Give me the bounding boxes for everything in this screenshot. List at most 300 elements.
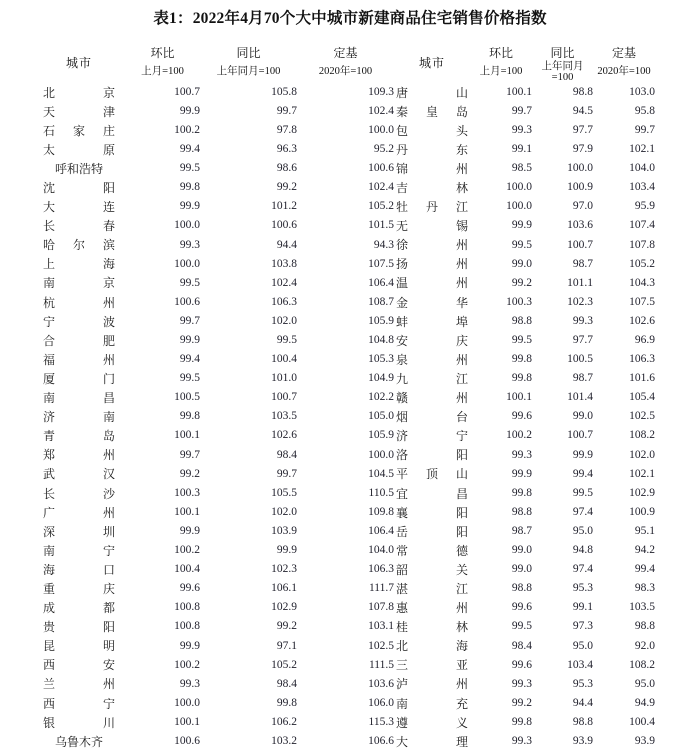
city-name-left: 乌鲁木齐 [54,734,103,749]
mom-value-left: 100.6 [174,734,200,747]
mom-value-right: 100.1 [506,85,532,98]
yoy-value-right: 99.0 [572,410,593,423]
yoy-value-left: 99.7 [276,104,297,117]
base-value-right: 95.1 [634,524,655,537]
table-row [33,713,655,732]
yoy-value-left: 99.9 [276,544,297,557]
table-row [33,369,655,388]
table-row [33,255,655,274]
yoy-value-left: 105.8 [271,85,297,98]
base-value-right: 102.1 [629,143,655,156]
yoy-value-right: 98.8 [572,715,593,728]
mom-value-left: 99.2 [179,467,200,480]
yoy-value-right: 103.6 [567,219,593,232]
base-value-right: 96.9 [634,334,655,347]
mom-value-right: 98.8 [511,314,532,327]
mom-value-right: 99.0 [511,563,532,576]
city-name-right: 锦州 [396,161,468,176]
header-yoy-right: 同比 [550,45,575,60]
mom-value-left: 99.5 [179,162,200,175]
table-row [33,579,655,598]
base-value-right: 107.4 [629,219,655,232]
base-value-right: 100.9 [629,505,655,518]
table-row [33,159,655,178]
mom-value-right: 98.5 [511,162,532,175]
mom-value-left: 99.9 [179,334,200,347]
city-name-right: 韶关 [396,562,468,577]
table-row [33,178,655,197]
city-name-left: 南宁 [43,543,115,558]
city-name-left: 长春 [43,219,115,234]
base-value-left: 107.5 [368,257,394,270]
table-row [33,503,655,522]
mom-value-left: 99.3 [179,677,200,690]
city-name-right: 牡丹江 [396,200,468,215]
mom-value-right: 99.3 [511,448,532,461]
table-row [33,465,655,484]
mom-value-right: 99.8 [511,715,532,728]
yoy-value-left: 102.9 [271,601,297,614]
base-value-right: 103.5 [629,601,655,614]
yoy-value-left: 98.4 [276,448,297,461]
header-mom-left: 环比 [150,45,175,60]
city-name-left: 上海 [43,257,115,272]
mom-value-left: 100.3 [174,486,200,499]
city-name-right: 温州 [396,276,468,291]
base-value-left: 104.8 [368,334,394,347]
mom-value-right: 99.3 [511,734,532,747]
table-row [33,83,655,102]
base-value-right: 103.0 [629,85,655,98]
yoy-value-left: 106.1 [271,582,297,595]
base-value-right: 102.1 [629,467,655,480]
mom-value-right: 99.2 [511,276,532,289]
yoy-value-right: 97.4 [572,563,593,576]
city-name-left: 石家庄 [43,123,115,138]
base-value-left: 101.5 [368,219,394,232]
city-name-right: 安庆 [396,333,468,348]
base-value-right: 100.4 [629,715,655,728]
yoy-value-right: 100.0 [567,162,593,175]
base-value-left: 106.3 [368,563,394,576]
city-name-right: 襄阳 [396,505,468,520]
base-value-left: 105.3 [368,353,394,366]
table-row [33,522,655,541]
city-name-left: 青岛 [43,429,115,444]
header-yoy-left: 同比 [236,45,261,60]
city-name-right: 烟台 [396,410,468,425]
yoy-value-right: 95.0 [572,639,593,652]
base-value-right: 106.3 [629,353,655,366]
table-row [33,121,655,140]
yoy-value-right: 94.8 [572,544,593,557]
yoy-value-left: 99.8 [276,696,297,709]
city-name-left: 哈尔滨 [43,238,115,253]
price-index-table [33,43,655,751]
mom-value-right: 99.6 [511,410,532,423]
page-title: 表1：2022年4月70个大中城市新建商品住宅销售价格指数 [153,10,547,27]
mom-value-left: 99.4 [179,353,200,366]
city-name-right: 桂林 [396,620,468,635]
mom-value-right: 100.0 [506,181,532,194]
yoy-value-right: 103.4 [567,658,593,671]
city-name-right: 济宁 [396,429,468,444]
city-name-left: 成都 [43,601,115,616]
table-row [33,427,655,446]
city-name-left: 北京 [43,85,115,100]
yoy-value-right: 95.3 [572,582,593,595]
mom-value-right: 98.8 [511,505,532,518]
base-value-left: 109.3 [368,85,394,98]
city-name-right: 赣州 [396,391,468,406]
base-value-left: 109.8 [368,505,394,518]
table-row [33,198,655,217]
mom-value-left: 100.0 [174,257,200,270]
base-value-right: 108.2 [629,429,655,442]
base-value-right: 99.4 [634,563,655,576]
city-name-left: 银川 [43,715,115,730]
yoy-value-left: 94.4 [276,238,297,251]
mom-value-right: 99.3 [511,677,532,690]
table-row [33,637,655,656]
yoy-value-left: 98.6 [276,162,297,175]
header-base-left: 定基 [333,45,358,60]
yoy-value-left: 101.0 [271,372,297,385]
table-row [33,599,655,618]
table-row [33,408,655,427]
table-row [33,236,655,255]
header-city-left: 城市 [65,56,92,70]
yoy-value-left: 99.2 [276,181,297,194]
mom-value-left: 99.8 [179,410,200,423]
city-name-right: 洛阳 [396,448,468,463]
city-name-left: 呼和浩特 [54,161,103,176]
table-row [33,389,655,408]
base-value-left: 105.9 [368,429,394,442]
city-name-right: 惠州 [396,601,468,616]
yoy-value-right: 94.4 [572,696,593,709]
base-value-left: 102.2 [368,391,394,404]
table-row [33,217,655,236]
yoy-value-right: 100.9 [567,181,593,194]
yoy-value-right: 95.0 [572,524,593,537]
base-value-left: 105.2 [368,200,394,213]
base-value-right: 102.5 [629,410,655,423]
yoy-value-left: 101.2 [271,200,297,213]
header-yoy-base-left: 上年同月=100 [216,66,281,78]
table-row [33,312,655,331]
city-name-right: 扬州 [396,257,468,272]
base-value-right: 102.0 [629,448,655,461]
base-value-left: 94.3 [373,238,394,251]
yoy-value-left: 102.4 [271,276,297,289]
yoy-value-left: 103.9 [271,524,297,537]
city-name-right: 南充 [396,696,468,711]
yoy-value-right: 100.7 [567,429,593,442]
yoy-value-right: 101.1 [567,276,593,289]
city-name-right: 湛江 [396,581,468,596]
mom-value-left: 100.7 [174,85,200,98]
city-name-right: 蚌埠 [396,314,468,329]
base-value-right: 98.3 [634,582,655,595]
city-name-left: 深圳 [43,524,115,539]
yoy-value-right: 100.7 [567,238,593,251]
city-name-left: 济南 [43,410,115,425]
yoy-value-left: 102.0 [271,505,297,518]
base-value-left: 115.3 [368,715,394,728]
table-row [33,293,655,312]
mom-value-right: 99.8 [511,353,532,366]
yoy-value-left: 103.8 [271,257,297,270]
header-mom-right: 环比 [488,45,513,60]
yoy-value-left: 102.3 [271,563,297,576]
yoy-value-right: 97.0 [572,200,593,213]
header-base-base-right: 2020年=100 [597,66,651,78]
city-name-left: 郑州 [43,448,115,463]
table-row [33,541,655,560]
city-name-right: 无锡 [396,219,468,234]
mom-value-left: 100.4 [174,563,200,576]
table-row [33,656,655,675]
mom-value-left: 99.8 [179,181,200,194]
base-value-right: 94.9 [634,696,655,709]
mom-value-left: 100.5 [174,391,200,404]
yoy-value-right: 101.4 [567,391,593,404]
mom-value-left: 100.8 [174,620,200,633]
yoy-value-right: 99.5 [572,486,593,499]
base-value-left: 106.6 [368,734,394,747]
city-name-right: 三亚 [396,658,468,673]
base-value-left: 110.5 [368,486,394,499]
yoy-value-right: 97.7 [572,123,593,136]
yoy-value-left: 98.4 [276,677,297,690]
header-mom-base-right: 上月=100 [479,66,523,78]
mom-value-left: 100.1 [174,505,200,518]
city-name-right: 宜昌 [396,486,468,501]
mom-value-right: 99.5 [511,620,532,633]
table-row [33,446,655,465]
table-body [33,83,655,751]
table-row [33,732,655,751]
mom-value-left: 99.6 [179,582,200,595]
base-value-right: 92.0 [634,639,655,652]
table-row [33,560,655,579]
city-name-left: 昆明 [43,639,115,654]
yoy-value-right: 99.3 [572,314,593,327]
city-name-left: 天津 [43,104,115,119]
mom-value-right: 99.8 [511,372,532,385]
mom-value-right: 99.0 [511,544,532,557]
yoy-value-right: 99.1 [572,601,593,614]
mom-value-right: 100.3 [506,295,532,308]
mom-value-right: 99.2 [511,696,532,709]
yoy-value-left: 100.7 [271,391,297,404]
yoy-value-left: 96.3 [276,143,297,156]
city-name-right: 秦皇岛 [396,104,468,119]
yoy-value-left: 99.2 [276,620,297,633]
mom-value-left: 99.5 [179,372,200,385]
base-value-left: 104.0 [368,544,394,557]
city-name-left: 宁波 [43,314,115,329]
city-name-left: 南京 [43,276,115,291]
city-name-right: 大理 [396,734,468,749]
city-name-right: 泉州 [396,352,468,367]
header-mom-base-left: 上月=100 [141,66,184,78]
base-value-right: 104.0 [629,162,655,175]
city-name-left: 福州 [43,352,115,367]
base-value-left: 102.5 [368,639,394,652]
city-name-left: 大连 [43,200,115,215]
mom-value-right: 99.8 [511,486,532,499]
base-value-right: 102.9 [629,486,655,499]
yoy-value-right: 97.4 [572,505,593,518]
base-value-right: 107.8 [629,238,655,251]
base-value-left: 105.0 [368,410,394,423]
mom-value-right: 99.5 [511,334,532,347]
base-value-left: 103.1 [368,620,394,633]
city-name-left: 南昌 [43,391,115,406]
mom-value-right: 99.7 [511,104,532,117]
yoy-value-left: 106.2 [271,715,297,728]
mom-value-left: 100.6 [174,295,200,308]
base-value-left: 108.7 [368,295,394,308]
yoy-value-right: 95.3 [572,677,593,690]
mom-value-left: 100.0 [174,696,200,709]
base-value-left: 102.4 [368,104,394,117]
base-value-left: 100.6 [368,162,394,175]
base-value-left: 102.4 [368,181,394,194]
mom-value-right: 99.0 [511,257,532,270]
mom-value-right: 100.1 [506,391,532,404]
base-value-right: 105.2 [629,257,655,270]
mom-value-left: 100.1 [174,715,200,728]
base-value-right: 108.2 [629,658,655,671]
table-row [33,618,655,637]
city-name-left: 贵阳 [43,620,115,635]
mom-value-right: 99.9 [511,467,532,480]
mom-value-right: 99.3 [511,123,532,136]
mom-value-right: 99.1 [511,143,532,156]
yoy-value-left: 105.5 [271,486,297,499]
city-name-right: 金华 [396,295,468,310]
base-value-right: 95.8 [634,104,655,117]
city-name-right: 唐山 [396,85,468,100]
city-name-left: 兰州 [43,677,115,692]
mom-value-left: 100.2 [174,123,200,136]
table-row [33,274,655,293]
city-name-right: 吉林 [396,181,468,196]
base-value-right: 94.2 [634,544,655,557]
table-row [33,675,655,694]
yoy-value-left: 106.3 [271,295,297,308]
city-name-left: 合肥 [43,333,115,348]
yoy-value-left: 100.4 [271,353,297,366]
city-name-right: 平顶山 [396,467,468,482]
table-head [33,43,655,83]
yoy-value-right: 100.5 [567,353,593,366]
yoy-value-right: 98.7 [572,372,593,385]
table-row [33,694,655,713]
yoy-value-left: 100.6 [271,219,297,232]
base-value-right: 104.3 [629,276,655,289]
yoy-value-right: 94.5 [572,104,593,117]
base-value-left: 111.7 [368,582,394,595]
yoy-value-right: 98.8 [572,85,593,98]
base-value-right: 95.0 [634,677,655,690]
city-name-left: 太原 [43,142,115,157]
mom-value-left: 99.3 [179,238,200,251]
mom-value-left: 100.0 [174,219,200,232]
city-name-left: 广州 [43,505,115,520]
base-value-left: 100.0 [368,448,394,461]
mom-value-right: 99.9 [511,219,532,232]
city-name-left: 重庆 [43,581,115,596]
table-row [33,484,655,503]
yoy-value-left: 97.1 [276,639,297,652]
mom-value-right: 98.7 [511,524,532,537]
base-value-left: 107.8 [368,601,394,614]
city-name-left: 杭州 [43,295,115,310]
base-value-right: 105.4 [629,391,655,404]
base-value-left: 95.2 [373,143,394,156]
yoy-value-left: 102.6 [271,429,297,442]
mom-value-left: 99.9 [179,524,200,537]
base-value-left: 100.0 [368,123,394,136]
base-value-left: 104.9 [368,372,394,385]
base-value-right: 99.7 [634,123,655,136]
base-value-left: 105.9 [368,314,394,327]
table-row [33,331,655,350]
mom-value-right: 100.2 [506,429,532,442]
mom-value-left: 99.7 [179,314,200,327]
header-base-right: 定基 [611,45,636,60]
base-value-left: 104.5 [368,467,394,480]
mom-value-left: 99.9 [179,200,200,213]
city-name-right: 丹东 [396,142,468,157]
base-value-right: 102.6 [629,314,655,327]
yoy-value-left: 99.5 [276,334,297,347]
yoy-value-left: 105.2 [271,658,297,671]
table-row [33,102,655,121]
city-name-right: 泸州 [396,677,468,692]
city-name-right: 岳阳 [396,524,468,539]
mom-value-left: 99.9 [179,639,200,652]
mom-value-left: 99.9 [179,104,200,117]
base-value-left: 103.6 [368,677,394,690]
yoy-value-right: 97.7 [572,334,593,347]
mom-value-right: 99.6 [511,658,532,671]
table-row [33,350,655,369]
mom-value-right: 99.5 [511,238,532,251]
yoy-value-right: 98.7 [572,257,593,270]
yoy-value-right: 97.3 [572,620,593,633]
base-value-right: 98.8 [634,620,655,633]
base-value-left: 111.5 [368,658,394,671]
mom-value-left: 99.4 [179,143,200,156]
mom-value-left: 99.7 [179,448,200,461]
yoy-value-right: 99.9 [572,448,593,461]
base-value-right: 101.6 [629,372,655,385]
yoy-value-right: 97.9 [572,143,593,156]
city-name-left: 海口 [43,562,115,577]
header-row-group [33,43,655,62]
yoy-value-left: 97.8 [276,123,297,136]
table-row [33,140,655,159]
city-name-left: 厦门 [43,371,115,386]
base-value-left: 106.0 [368,696,394,709]
city-name-left: 沈阳 [43,181,115,196]
mom-value-right: 99.6 [511,601,532,614]
